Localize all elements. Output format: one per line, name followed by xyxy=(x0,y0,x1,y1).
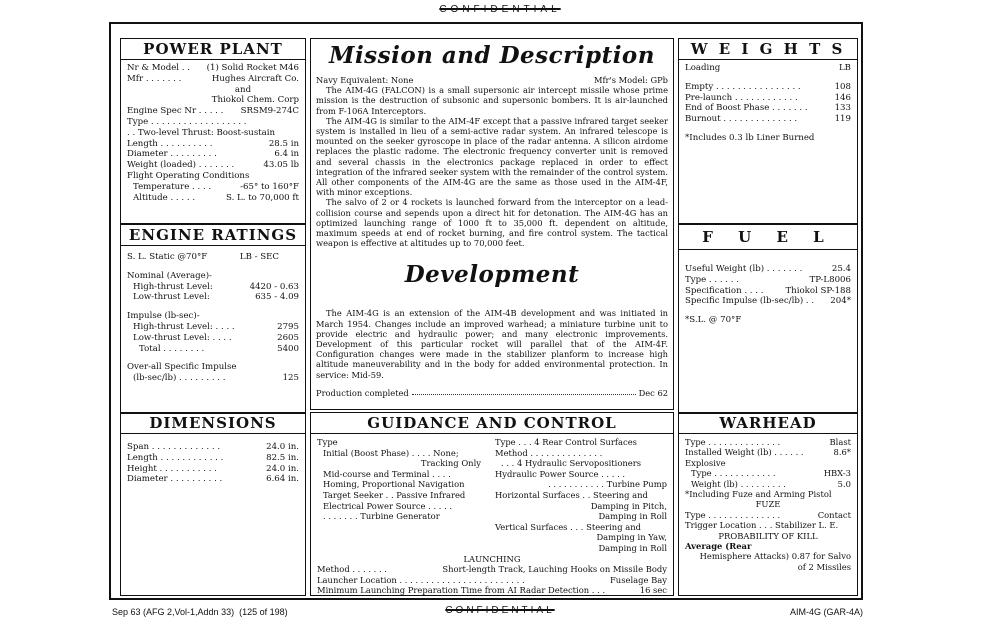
pk-line: Average (Rear xyxy=(685,541,752,552)
spec-row: Mfr . . . . . . . Hughes Aircraft Co. xyxy=(127,73,299,84)
spec-row: Length . . . . . . . . . . . . 82.5 in. xyxy=(127,452,299,463)
launching-row: Minimum Launching Preparation Time from AI Radar Detection . . . 16 sec xyxy=(317,585,667,596)
spec-row: Pre-launch . . . . . . . . . . . . 146 xyxy=(685,92,851,103)
model-row: Navy Equivalent: None Mfr's Model: GPb xyxy=(316,75,668,85)
data-sheet-frame xyxy=(109,22,863,600)
mission-title: Mission and Description xyxy=(328,42,655,69)
footer-designation: AIM-4G (GAR-4A) xyxy=(790,607,864,617)
launching-row: Launcher Location . . . . . . . . . . . . . . . . . . . . . . . . Fuselage Bay xyxy=(317,574,667,585)
development-paragraph: The AIM-4G is an extension of the AIM-4B development and was initiated in March 1954. Changes include an improved warhead; a miniature turbine unit to provide electric and hydraulic power; and many electronic improvements. Development of this particular rocket will parallel that of the AIM-4F. Configuration changes were made in the stabilizer planform to increase high altitude maneuverability and in the body for added environmental protection. In service: Mid-59. xyxy=(316,308,668,380)
spec-row: Type . . . . . . . . . . . . . . Blast xyxy=(685,437,851,447)
spec-row: Useful Weight (lb) . . . . . . . 25.4 xyxy=(685,264,851,274)
mission-development-panel xyxy=(310,38,674,410)
pk-line: Hemisphere Attacks) 0.87 for Salvo xyxy=(699,551,851,562)
warhead-panel xyxy=(678,412,858,596)
impulse-label: Impulse (lb-sec)- xyxy=(127,311,200,322)
fuel-panel xyxy=(678,224,858,414)
fuel-note: *S.L. @ 70°F xyxy=(685,315,742,326)
mission-paragraph: The AIM-4G (FALCON) is a small supersonic air intercept missile whose prime mission is the destruction of subsonic and supersonic bombers. It is air-launched from F-106A Interceptors. xyxy=(316,85,668,116)
spec-row: Altitude . . . . . S. L. to 70,000 ft xyxy=(133,192,299,203)
spec-row: Type . . . . . . . . . . . . HBX-3 xyxy=(691,468,851,479)
engine-ratings-panel xyxy=(120,224,306,414)
power-plant-title: POWER PLANT xyxy=(121,39,305,60)
spec-row: Span . . . . . . . . . . . . . 24.0 in. xyxy=(127,442,299,452)
weights-panel xyxy=(678,38,858,224)
footer-page-number: (125 of 198) xyxy=(239,607,288,617)
development-title: Development xyxy=(404,261,580,289)
static-row: S. L. Static @70°F LB - SEC xyxy=(127,252,279,262)
spec-row: Height . . . . . . . . . . . 24.0 in. xyxy=(127,463,299,474)
spec-row: End of Boost Phase . . . . . . . 133 xyxy=(685,103,851,114)
spec-row: Temperature . . . . -65° to 160°F xyxy=(133,181,299,192)
spec-row: Nr & Model . . (1) Solid Rocket M46 xyxy=(127,63,299,73)
classification-marking-top: CONFIDENTIAL xyxy=(439,4,561,15)
spec-row: Specific Impulse (lb-sec/lb) . . 204* xyxy=(685,296,851,307)
dimensions-title: DIMENSIONS xyxy=(121,413,305,434)
spec-row: Length . . . . . . . . . . 28.5 in xyxy=(127,138,299,149)
guidance-left-column: Type Initial (Boost Phase) . . . . None; Tracking Only Mid-course and Terminal . . . . Homing, Proportional Navigation Target Seeker . . Passive Infrared Electrical Power Source . . . . . . . . . . . . Turbine Generator xyxy=(317,437,481,522)
second-manufacturer: Thiokol Chem. Corp xyxy=(211,95,299,106)
footer-document-reference: Sep 63 (AFG 2,Vol-1,Addn 33) (125 of 198) xyxy=(112,607,288,617)
spec-row: High-thrust Level: . . . . 2795 xyxy=(133,321,299,332)
spec-row: Diameter . . . . . . . . . 6.4 in xyxy=(127,149,299,160)
explosive-label: Explosive xyxy=(685,457,726,468)
spec-row: Total . . . . . . . . 5400 xyxy=(139,343,299,354)
nominal-label: Nominal (Average)- xyxy=(127,270,212,281)
classification-marking-bottom: CONFIDENTIAL xyxy=(445,605,555,616)
spec-row: Diameter . . . . . . . . . . 6.64 in. xyxy=(127,474,299,485)
spec-row: (lb-sec/lb) . . . . . . . . . 125 xyxy=(133,373,299,384)
spec-row: Type . . . . . . . . . . . . . . Contact xyxy=(685,509,851,520)
spec-row: Type . . . . . . TP-L8006 xyxy=(685,274,851,285)
spec-row: Burnout . . . . . . . . . . . . . . 119 xyxy=(685,114,851,125)
weights-note: *Includes 0.3 lb Liner Burned xyxy=(685,132,815,143)
warhead-title: WARHEAD xyxy=(679,413,857,434)
guidance-title: GUIDANCE AND CONTROL xyxy=(311,413,673,434)
spec-row: High-thrust Level: 4420 - 0.63 xyxy=(133,281,299,292)
loading-row: Loading LB xyxy=(685,63,851,73)
warhead-note: *Including Fuze and Arming Pistol xyxy=(685,489,832,500)
dimensions-panel xyxy=(120,412,306,596)
guidance-control-panel xyxy=(310,412,674,596)
launching-row: Method . . . . . . . Short-length Track, Lauching Hooks on Missile Body xyxy=(317,564,667,575)
type-label: Type . . . . . . . . . . . . . . . . . . xyxy=(127,116,247,127)
spec-row: Empty . . . . . . . . . . . . . . . . 108 xyxy=(685,81,851,92)
flight-conditions-label: Flight Operating Conditions xyxy=(127,170,250,181)
spec-row: Engine Spec Nr . . . . . SRSM9-274C xyxy=(127,106,299,117)
specific-impulse-label: Over-all Specific Impulse xyxy=(127,362,237,373)
spec-row: Low-thrust Level: . . . . 2605 xyxy=(133,332,299,343)
launching-title: LAUNCHING xyxy=(463,553,521,564)
engine-ratings-title: ENGINE RATINGS xyxy=(121,225,305,246)
type-value: . . Two-level Thrust: Boost-sustain xyxy=(127,127,276,138)
production-row: Production completed Dec 62 xyxy=(316,387,668,398)
power-plant-panel xyxy=(120,38,306,224)
and-text: and xyxy=(234,84,252,95)
spec-row: Weight (loaded) . . . . . . . 43.05 lb xyxy=(127,160,299,171)
pk-line: of 2 Missiles xyxy=(797,561,851,572)
fuze-label: FUZE xyxy=(755,499,781,510)
mission-paragraph: The AIM-4G is similar to the AIM-4F except that a passive infrared target seeker system is installed in lieu of a semi-active radar system. An infrared telescope is mounted on the seeker gyroscope in place of the radar antenna. A silicon airdome replaces the plastic radome. The electronic frequency converter unit is removed and several chassis in the electronics package replaced in order to effect integration of the infrared seeker system with the remainder of the control system. All other components of the AIM-4G are the same as those used in the AIM-4F, with minor exceptions. xyxy=(316,115,668,198)
spec-row: Low-thrust Level: 635 - 4.09 xyxy=(133,292,299,303)
mission-paragraph: The salvo of 2 or 4 rockets is launched forward from the interceptor on a lead-collision course and sepends upon a direct hit for detonation. The AIM-4G has an optimized launching range of 1000 ft to 35,000 ft. dependent on altitude, maximum speeds at end of rocket burning, and fire control system. The tactical weapon is effective at altitudes up to 70,000 feet. xyxy=(316,197,668,249)
guidance-right-column: Type . . . 4 Rear Control Surfaces Method . . . . . . . . . . . . . . . . . 4 Hydraulic Servopositioners Hydraulic Power Source . . . . . . . . . . . . . . . . Turbine Pump Horizontal Surfaces . . Steering and Damping in Pitch, Damping in Roll Vertical Surfaces . . . Steering and Damping in Yaw, Damping in Roll xyxy=(495,437,667,553)
spec-row: Trigger Location . . . Stabilizer L. E. xyxy=(685,520,839,531)
spec-row: Specification . . . . Thiokol SP-188 xyxy=(685,285,851,296)
spec-row: Installed Weight (lb) . . . . . . 8.6* xyxy=(685,447,851,458)
probability-of-kill-label: PROBABILITY OF KILL xyxy=(718,530,818,541)
weights-title: W E I G H T S xyxy=(679,39,857,60)
fuel-title: F U E L xyxy=(679,225,857,250)
spec-row: Weight (lb) . . . . . . . . . 5.0 xyxy=(691,478,851,489)
